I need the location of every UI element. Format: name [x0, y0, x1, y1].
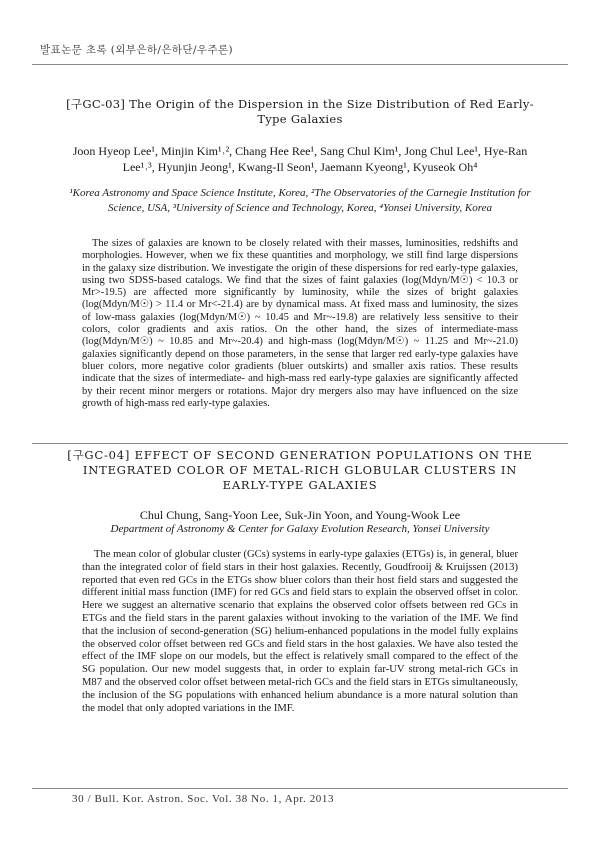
paper-1-affiliations: ¹Korea Astronomy and Space Science Institute, Korea, ²The Observatories of the Carnegie Institution for Science, USA, ³University of Science and Technology, Korea, ⁴Yonsei University, Korea: [69, 187, 531, 214]
paper-1-title: [구GC-03] The Origin of the Dispersion in the Size Distribution of Red Early-Type Galaxies: [66, 97, 534, 126]
paper-2-authors: Chul Chung, Sang-Yoon Lee, Suk-Jin Yoon, and Young-Wook Lee: [139, 508, 461, 522]
paper-1-authors: Joon Hyeop Lee¹, Minjin Kim¹˒², Chang Hee Ree¹, Sang Chul Kim¹, Jong Chul Lee¹, Hye-Ran Lee¹˒³, Hyunjin Jeong¹, Kwang-Il Seon¹, Jaemann Kyeong¹, Kyuseok Oh⁴: [72, 144, 528, 174]
running-header: 발표논문 초록 (외부은하/은하단/우주론): [40, 44, 234, 56]
header-divider: [32, 64, 568, 65]
paper-2-abstract: The mean color of globular cluster (GCs) systems in early-type galaxies (ETGs) is, in general, bluer than the integrated color of field stars in their host galaxies. Recently, Goudfrooij & Kruijssen (2013) reported that even red GCs in the ETGs show bluer colors than their host field stars and suggested the different initial mass function (IMF) for red GCs and field stars to explain the observed offset in color. Here we suggest an alternative scenario that explains the observed color offsets between red GCs in ETGs and the field stars in the parent galaxies without invoking to the variation of the IMF. We find that the inclusion of second-generation (SG) helium-enhanced populations in the model fully explains the observed color offset between red GCs and field stars in the host galaxies. We have also tested the effect of the IMF slope on our models, but the effect is relatively small compared to the effect of the SG population. Our new model suggests that, in order to explain far-UV strong metal-rich GCs in M87 and the observed color offset between metal-rich GCs and the field stars in ETGs simultaneously, the inclusion of the SG populations with enhanced helium abundance is a more natural solution than the model that only adopted variations in the IMF.: [82, 549, 518, 714]
paper-2-title: [구GC-04] EFFECT OF SECOND GENERATION POPULATIONS ON THE INTEGRATED COLOR OF METAL-RICH GLOBULAR CLUSTERS IN EARLY-TYPE GALAXIES: [67, 448, 533, 492]
paper-1-abstract: The sizes of galaxies are known to be closely related with their masses, luminosities, redshifts and morphologies. However, when we fix these quantities and morphology, we still find large dispersions in the galaxy size distribution. We investigate the origin of these dispersions for red early-type galaxies, using two SDSS-based catalogs. We find that the sizes of faint galaxies (log(Mdyn/M☉) < 10.3 or Mr>-19.5) are affected more significantly by luminosity, while the sizes of bright galaxies (log(Mdyn/M☉) > 11.4 or Mr<-21.4) are by dynamical mass. At fixed mass and luminosity, the sizes of low-mass galaxies (log(Mdyn/M☉) ~ 10.45 and Mr~-19.8) are relatively less sensitive to their colors, color gradients and axis ratios. On the other hand, the sizes of intermediate-mass (log(Mdyn/M☉) ~ 10.85 and Mr~-20.4) and high-mass (log(Mdyn/M☉) ~ 11.25 and Mr~-21.0) galaxies significantly depend on those parameters, in the sense that larger red early-type galaxies have bluer colors, more negative color gradients (bluer outskirts) and smaller axis ratios. These results indicate that the sizes of intermediate- and high-mass red early-type galaxies are significantly affected by their recent minor mergers or rotations. Major dry mergers also may have influenced on the size growth of high-mass red early-type galaxies.: [82, 238, 518, 409]
footer-divider: [32, 788, 568, 789]
section-divider: [32, 443, 568, 444]
page-footer: 30 / Bull. Kor. Astron. Soc. Vol. 38 No. 1, Apr. 2013: [72, 793, 335, 805]
paper-2-affiliations: Department of Astronomy & Center for Galaxy Evolution Research, Yonsei University: [110, 523, 490, 535]
